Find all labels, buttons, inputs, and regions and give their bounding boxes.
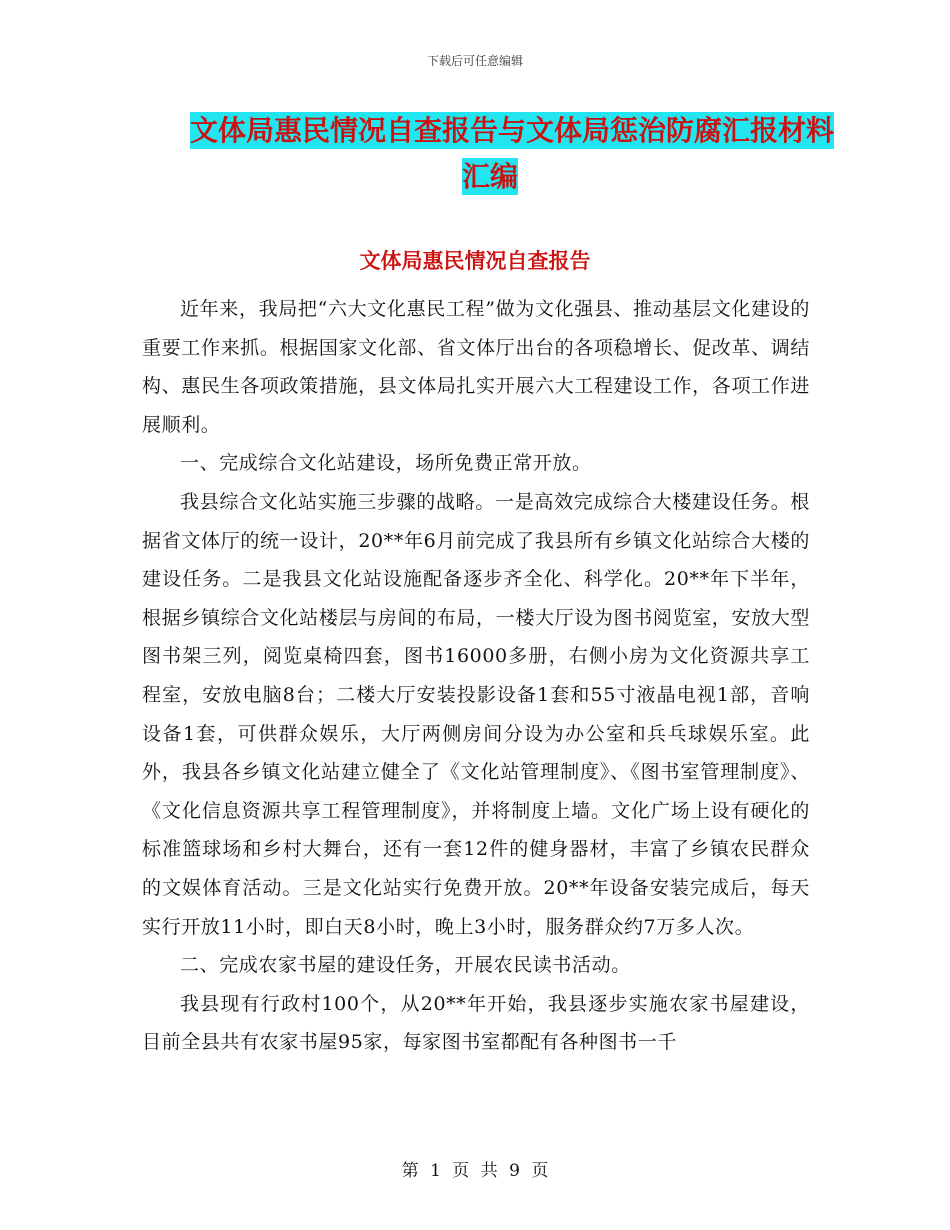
header-note: 下载后可任意编辑 bbox=[426, 54, 523, 68]
main-title-line-1: 文体局惠民情况自查报告与文体局惩治防腐汇报材料 bbox=[190, 114, 835, 147]
document-body bbox=[142, 290, 810, 1062]
paragraph-intro: 近年来，我局把“六大文化惠民工程”做为文化强县、推动基层文化建设的重要工作来抓。根据国家文化部、省文体厅出台的各项稳增长、促改革、调结构、惠民生各项政策措施，县文体局扎实开展六大工程建设工作，各项工作进展顺利。 bbox=[142, 298, 810, 436]
paragraph-farm-library: 我县现有行政村100个，从20**年开始，我县逐步实施农家书屋建设，目前全县共有农家书屋95家，每家图书室都配有各种图书一千 bbox=[142, 992, 810, 1054]
page-number-footer: 第 1 页 共 9 页 bbox=[401, 1161, 549, 1181]
document-main-title bbox=[190, 108, 835, 200]
section-title: 文体局惠民情况自查报告 bbox=[359, 249, 591, 273]
paragraph-cultural-station: 我县综合文化站实施三步骤的战略。一是高效完成综合大楼建设任务。根据省文体厅的统一设计，20**年6月前完成了我县所有乡镇文化站综合大楼的建设任务。二是我县文化站设施配备逐步齐全化、科学化。20**年下半年，根据乡镇综合文化站楼层与房间的布局，一楼大厅设为图书阅览室，安放大型图书架三列，阅览桌椅四套，图书16000多册，右侧小房为文化资源共享工程室，安放电脑8台；二楼大厅安装投影设备1套和55寸液晶电视1部，音响设备1套，可供群众娱乐，大厅两侧房间分设为办公室和兵乓球娱乐室。此外，我县各乡镇文化站建立健全了《文化站管理制度》、《图书室管理制度》、《文化信息资源共享工程管理制度》，并将制度上墙。文化广场上设有硬化的标准篮球场和乡村大舞台，还有一套12件的健身器材，丰富了乡镇农民群众的文娱体育活动。三是文化站实行免费开放。20**年设备安装完成后，每天实行开放11小时，即白天8小时，晚上3小时，服务群众约7万多人次。 bbox=[142, 490, 810, 938]
paragraph-heading-2: 二、完成农家书屋的建设任务，开展农民读书活动。 bbox=[180, 954, 631, 977]
main-title-line-2: 汇编 bbox=[461, 160, 518, 193]
paragraph-heading-1: 一、完成综合文化站建设，场所免费正常开放。 bbox=[180, 452, 592, 475]
